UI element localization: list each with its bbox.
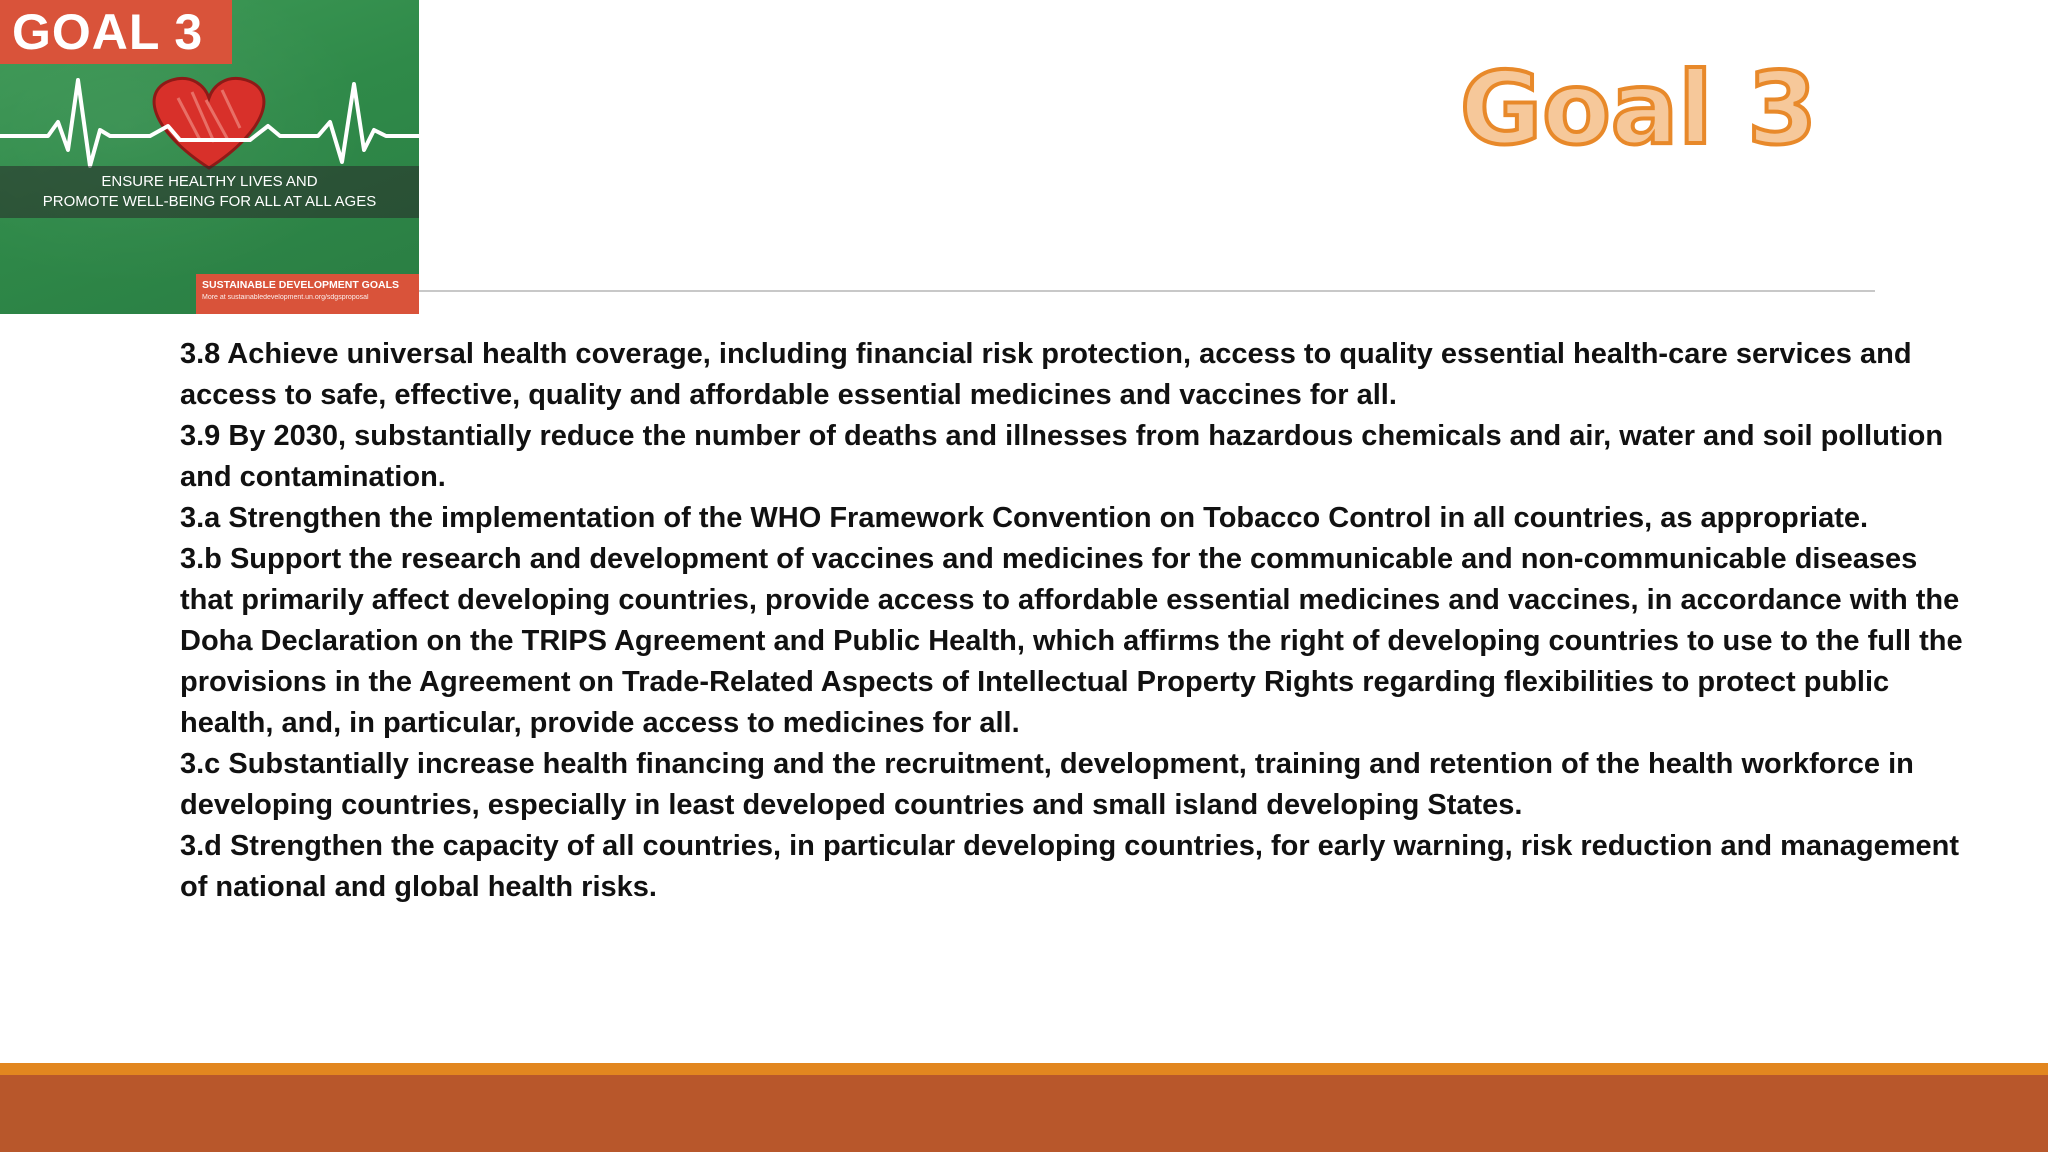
target-3-a: 3.a Strengthen the implementation of the WHO Framework Convention on Tobacco Control in all countries, as appropriate. — [180, 502, 1869, 534]
title-divider — [419, 290, 1875, 292]
badge-slogan — [0, 172, 419, 212]
targets-list — [180, 334, 1970, 908]
footer-bar-orange — [0, 1063, 2048, 1075]
badge-slogan-line1: ENSURE HEALTHY LIVES AND — [101, 173, 318, 190]
badge-footer-url: More at sustainabledevelopment.un.org/sdgsproposal — [202, 294, 369, 301]
target-3-b: 3.b Support the research and development of vaccines and medicines for the communicable and non-communicable diseases that primarily affect developing countries, provide access to affordable essential medicines and vaccines, in accordance with the Doha Declaration on the TRIPS Agreement and Public Health, which affirms the right of developing countries to use to the full the provisions in the Agreement on Trade-Related Aspects of Intellectual Property Rights regarding flexibilities to protect public health, and, in particular, provide access to medicines for all. — [180, 543, 1963, 739]
heart-with-heartbeat-icon — [0, 70, 419, 180]
target-3-d: 3.d Strengthen the capacity of all countries, in particular developing countries, for early warning, risk reduction and management of national and global health risks. — [180, 830, 1960, 903]
goal-3-badge — [0, 0, 419, 314]
target-3-9: 3.9 By 2030, substantially reduce the number of deaths and illnesses from hazardous chemicals and air, water and soil pollution and contamination. — [180, 420, 1944, 493]
badge-footer-title: SUSTAINABLE DEVELOPMENT GOALS — [202, 279, 399, 291]
badge-goal-tag: GOAL 3 — [0, 0, 232, 64]
badge-slogan-line2: PROMOTE WELL-BEING FOR ALL AT ALL AGES — [42, 193, 377, 210]
badge-footer — [196, 274, 419, 314]
target-3-8: 3.8 Achieve universal health coverage, including financial risk protection, access to quality essential health-care services and access to safe, effective, quality and affordable essential medicines and vaccines for all. — [180, 338, 1912, 411]
footer-bar-rust — [0, 1075, 2048, 1152]
slide-title: Goal 3 — [1460, 50, 1817, 167]
target-3-c: 3.c Substantially increase health financing and the recruitment, development, training and retention of the health workforce in developing countries, especially in least developed countries and small island developing States. — [180, 748, 1914, 821]
